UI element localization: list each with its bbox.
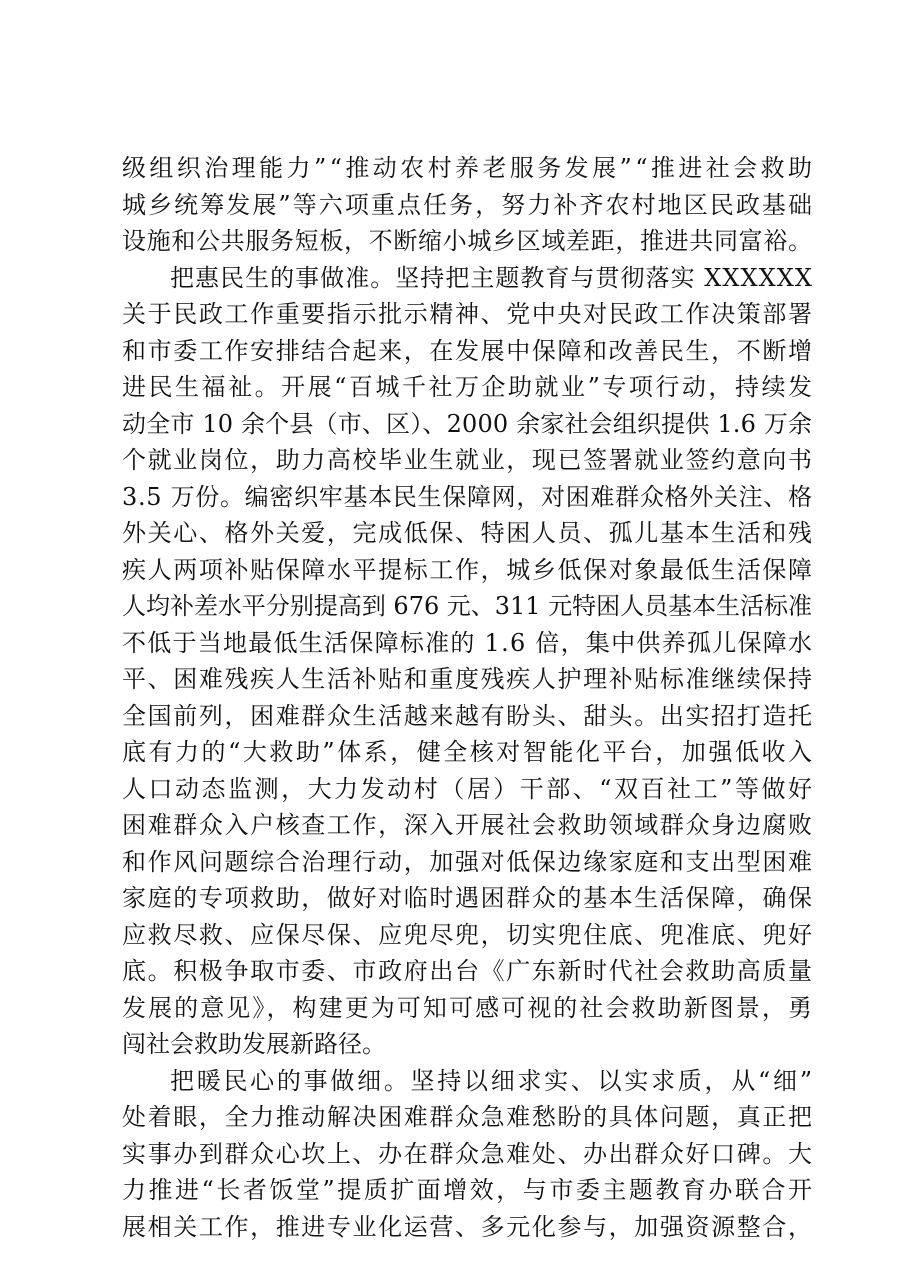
text-line: 人均补差水平分别提高到 676 元、311 元特困人员基本生活标准 (122, 592, 812, 620)
text-line: 家庭的专项救助，做好对临时遇困群众的基本生活保障，确保 (122, 884, 814, 912)
text-line: 平、困难残疾人生活补贴和重度残疾人护理补贴标准继续保持 (122, 665, 814, 693)
text-line: 进民生福祉。开展“百城千社万企助就业”专项行动，持续发 (122, 373, 815, 401)
text-line: 力推进“长者饭堂”提质扩面增效，与市委主题教育办联合开 (122, 1176, 815, 1204)
text-line: 设施和公共服务短板，不断缩小城乡区域差距，推进共同富裕。 (122, 227, 813, 255)
text-line: 处着眼，全力推动解决困难群众急难愁盼的具体问题，真正把 (122, 1103, 814, 1131)
text-line: 城乡统筹发展”等六项重点任务，努力补齐农村地区民政基础 (122, 190, 815, 219)
text-line: 动全市 10 余个县（市、区）、2000 余家社会组织提供 1.6 万余 (122, 409, 813, 438)
text-line: 底有力的“大救助”体系，健全核对智能化平台，加强低收入 (122, 738, 815, 766)
text-line: 和市委工作安排结合起来，在发展中保障和改善民生，不断增 (122, 336, 814, 365)
text-line: 闯社会救助发展新路径。 (122, 1030, 386, 1058)
text-line: 应救尽救、应保尽保、应兜尽兜，切实兜住底、兜准底、兜好 (122, 920, 814, 949)
text-line: 3.5 万份。编密织牢基本民生保障网，对困难群众格外关注、格 (122, 482, 813, 511)
text-line: 外关心、格外关爱，完成低保、特困人员、孤儿基本生活和残 (122, 519, 814, 547)
text-line: 发展的意见》，构建更为可知可感可视的社会救助新图景，勇 (122, 993, 815, 1022)
text-line: 疾人两项补贴保障水平提标工作，城乡低保对象最低生活保障 (122, 555, 814, 584)
text-line: 人口动态监测，大力发动村（居）干部、“双百社工”等做好 (122, 774, 815, 803)
text-line: 困难群众入户核查工作，深入开展社会救助领域群众身边腐败 (122, 811, 814, 839)
paragraph-first-line: 把暖民心的事做细。坚持以细求实、以实求质，从“细” (170, 1066, 815, 1095)
body-text (122, 150, 816, 1245)
text-line: 底。积极争取市委、市政府出台《广东新时代社会救助高质量 (122, 957, 814, 985)
text-line: 和作风问题综合治理行动，加强对低保边缘家庭和支出型困难 (122, 847, 814, 876)
text-line: 不低于当地最低生活保障标准的 1.6 倍，集中供养孤儿保障水 (122, 628, 814, 657)
text-line: 实事办到群众心坎上、办在群众急难处、办出群众好口碑。大 (122, 1139, 814, 1168)
text-line: 级组织治理能力”“推动农村养老服务发展”“推进社会救助 (122, 154, 816, 182)
text-line: 展相关工作，推进专业化运营、多元化参与，加强资源整合， (122, 1212, 814, 1241)
text-line: 关于民政工作重要指示批示精神、党中央对民政工作决策部署 (122, 300, 814, 328)
text-line: 全国前列，困难群众生活越来越有盼头、甜头。出实招打造托 (122, 701, 814, 730)
text-line: 个就业岗位，助力高校毕业生就业，现已签署就业签约意向书 (122, 446, 814, 474)
paragraph-first-line: 把惠民生的事做准。坚持把主题教育与贯彻落实 XXXXXX (170, 263, 814, 292)
